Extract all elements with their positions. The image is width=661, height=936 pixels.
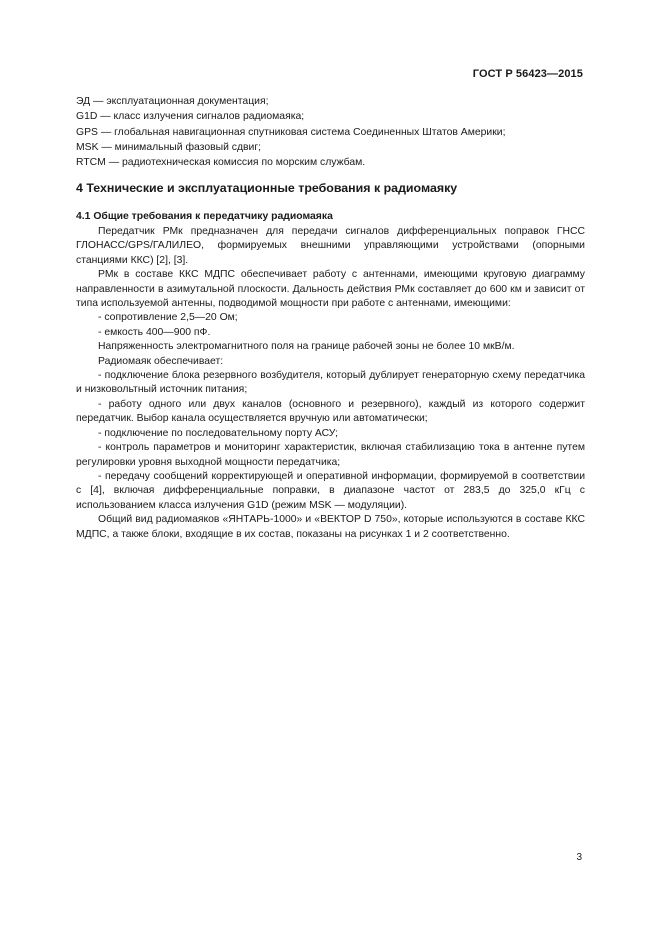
abbreviation-item: RTCM — радиотехническая комиссия по морским службам. [76,157,366,169]
section-title: 4 Технические и эксплуатационные требования к радиомаяку [76,181,458,195]
paragraph: Общий вид радиомаяков «ЯНТАРЬ-1000» и «ВЕКТОР D 750», которые используются в составе ККС МДПС, а также блоки, входящие в их состав, показаны на рисунках 1 и 2 соответственно. [76,514,585,540]
abbreviation-item: MSK — минимальный фазовый сдвиг; [76,141,262,153]
paragraph: РМк в составе ККС МДПС обеспечивает работу с антеннами, имеющими круговую диаграмму направленности в азимутальной плоскости. Дальность действия РМк составляет до 600 км и зависит от типа используемой антенны, подводимой мощности при работе с антеннами, имеющими: [76,269,585,310]
page-number: 3 [576,852,582,863]
document-id-header: ГОСТ Р 56423—2015 [472,68,583,80]
abbreviation-item: ЭД — эксплуатационная документация; [76,96,269,107]
paragraph: Напряженность электромагнитного поля на границе рабочей зоны не более 10 мкВ/м. [98,341,515,353]
list-item: - емкость 400—900 пФ. [98,326,211,338]
abbreviation-list [76,94,586,170]
list-item: - подключение блока резервного возбудителя, который дублирует генераторную схему передатчика и низковольтный источник питания; [76,370,585,396]
abbreviation-item: GPS — глобальная навигационная спутниковая система Соединенных Штатов Америки; [76,126,506,138]
list-item: - сопротивление 2,5—20 Ом; [98,312,238,324]
list-item: - подключение по последовательному порту АСУ; [98,427,339,439]
list-item: - работу одного или двух каналов (основного и резервного), каждый из которого содержит передатчик. Выбор канала осуществляется вручную или автоматически; [76,398,585,425]
paragraph: Передатчик РМк предназначен для передачи сигналов дифференциальных поправок ГНСС ГЛОНАСС/GPS/ГАЛИЛЕО, формируемых внешними управляющими устройствами (опорными станциями ККС) [2], [3]. [76,226,585,266]
abbreviation-item: G1D — класс излучения сигналов радиомаяка; [76,111,305,123]
paragraph: Радиомаяк обеспечивает: [98,355,224,367]
body-text [76,225,585,542]
list-item: - контроль параметров и мониторинг характеристик, включая стабилизацию тока в антенне путем регулировки уровня выходной мощности передатчика; [76,442,585,468]
list-item: - передачу сообщений корректирующей и оперативной информации, формируемой в соответствии с [4], включая дифференциальные поправки, в диапазоне частот от 283,5 до 325,0 кГц с использованием класса излучения G1D (режим MSK — модуляции). [76,470,585,511]
subsection-title: 4.1 Общие требования к передатчику радиомаяка [76,211,333,222]
